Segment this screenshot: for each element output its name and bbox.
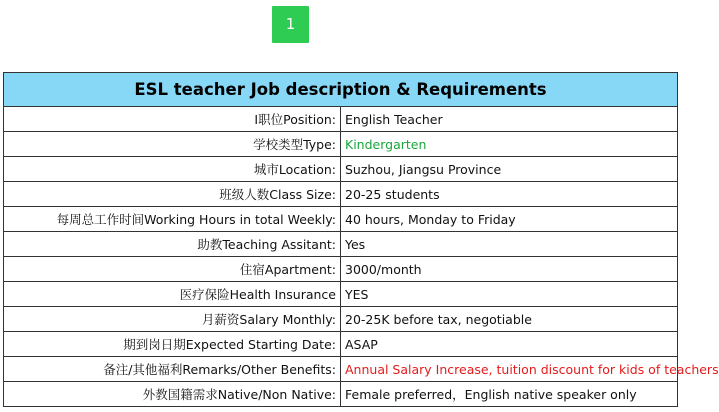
table-row [4, 207, 678, 232]
table-row [4, 332, 678, 357]
row-label: 学校类型Type: [4, 132, 341, 157]
table-row [4, 257, 678, 282]
row-value: 3000/month [341, 257, 678, 282]
table-row [4, 232, 678, 257]
table-row [4, 307, 678, 332]
row-value: YES [341, 282, 678, 307]
row-label: I职位Position: [4, 107, 341, 132]
row-label: 住宿Apartment: [4, 257, 341, 282]
row-value: Suzhou, Jiangsu Province [341, 157, 678, 182]
row-value: 20-25K before tax, negotiable [341, 307, 678, 332]
row-label: 城市Location: [4, 157, 341, 182]
row-label: 期到岗日期Expected Starting Date: [4, 332, 341, 357]
table-row [4, 132, 678, 157]
table-row [4, 282, 678, 307]
row-label: 班级人数Class Size: [4, 182, 341, 207]
row-label: 外教国籍需求Native/Non Native: [4, 382, 341, 407]
table-row [4, 107, 678, 132]
row-label: 月薪资Salary Monthly: [4, 307, 341, 332]
row-value: 40 hours, Monday to Friday [341, 207, 678, 232]
row-label: 每周总工作时间Working Hours in total Weekly: [4, 207, 341, 232]
row-value: Female preferred，English native speaker only [341, 382, 678, 407]
page-number-badge[interactable]: 1 [272, 6, 309, 43]
job-requirements-table [3, 72, 719, 407]
row-label: 助教Teaching Assitant: [4, 232, 341, 257]
row-label: 备注/其他福利Remarks/Other Benefits: [4, 357, 341, 382]
row-value: 20-25 students [341, 182, 678, 207]
table-row [4, 157, 678, 182]
row-value: Kindergarten [341, 132, 678, 157]
table-body [4, 107, 719, 407]
row-value: Annual Salary Increase, tuition discount for kids of teachers [341, 357, 678, 382]
table-row [4, 382, 678, 407]
table-row [4, 182, 678, 207]
row-value: Yes [341, 232, 678, 257]
row-value: English Teacher [341, 107, 678, 132]
row-label: 医疗保险Health Insurance [4, 282, 341, 307]
table-row [4, 357, 678, 382]
row-value: ASAP [341, 332, 678, 357]
table-title: ESL teacher Job description & Requirements [4, 73, 678, 107]
